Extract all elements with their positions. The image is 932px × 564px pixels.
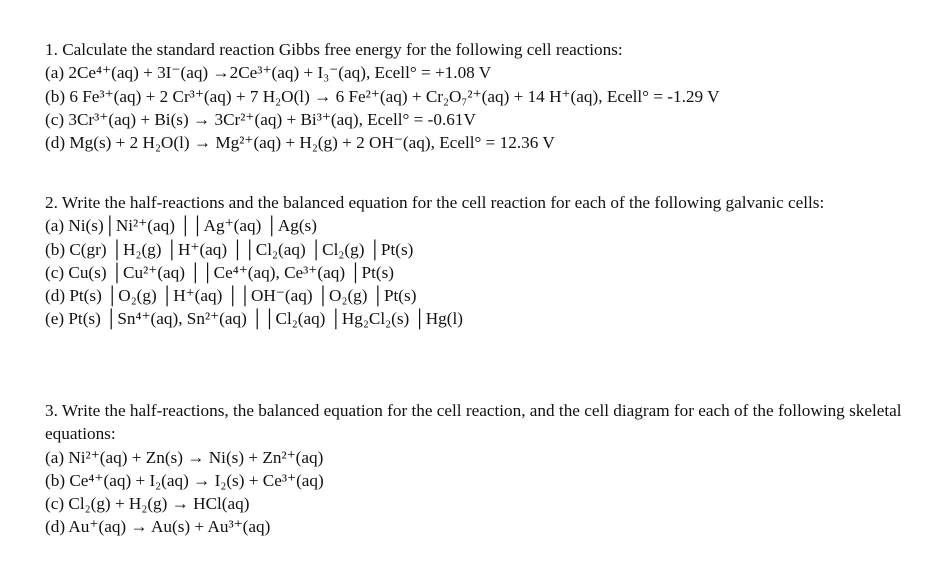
question-2-item-a: (a) Ni(s)│Ni²⁺(aq) ││Ag⁺(aq) │Ag(s) bbox=[45, 216, 317, 236]
question-3-item-c: (c) Cl₂(g) + H₂(g) → HCl(aq) bbox=[45, 494, 250, 514]
question-1-item-a: (a) 2Ce⁴⁺(aq) + 3I⁻(aq) →2Ce³⁺(aq) + I₃⁻(aq), Ecell° = +1.08 V bbox=[45, 63, 492, 83]
question-1-item-c: (c) 3Cr³⁺(aq) + Bi(s) → 3Cr²⁺(aq) + Bi³⁺(aq), Ecell° = -0.61V bbox=[45, 109, 476, 129]
question-3-heading: 3. Write the half-reactions, the balanced equation for the cell reaction, and the cell diagram for each of the following skeletal equations: bbox=[45, 401, 902, 444]
question-1-item-d: (d) Mg(s) + 2 H₂O(l) → Mg²⁺(aq) + H₂(g) + 2 OH⁻(aq), Ecell° = 12.36 V bbox=[45, 133, 555, 153]
question-1-item-b: (b) 6 Fe³⁺(aq) + 2 Cr³⁺(aq) + 7 H₂O(l) → 6 Fe²⁺(aq) + Cr₂O₇²⁺(aq) + 14 H⁺(aq), Ecell° = -1.29 V bbox=[45, 86, 720, 106]
question-2-item-c: (c) Cu(s) │Cu²⁺(aq) ││Ce⁴⁺(aq), Ce³⁺(aq) │Pt(s) bbox=[45, 262, 394, 282]
question-1-heading: 1. Calculate the standard reaction Gibbs free energy for the following cell reactions: bbox=[45, 40, 623, 59]
question-2-item-e: (e) Pt(s) │Sn⁴⁺(aq), Sn²⁺(aq) ││Cl₂(aq) │Hg₂Cl₂(s) │Hg(l) bbox=[45, 309, 463, 329]
question-3-item-d: (d) Au⁺(aq) → Au(s) + Au³⁺(aq) bbox=[45, 517, 271, 537]
question-1 bbox=[45, 38, 905, 154]
question-2 bbox=[45, 191, 905, 331]
question-3 bbox=[45, 399, 905, 539]
question-3-item-b: (b) Ce⁴⁺(aq) + I₂(aq) → I₂(s) + Ce³⁺(aq) bbox=[45, 470, 324, 490]
question-2-item-d: (d) Pt(s) │O₂(g) │H⁺(aq) ││OH⁻(aq) │O₂(g) │Pt(s) bbox=[45, 286, 417, 306]
question-2-heading: 2. Write the half-reactions and the balanced equation for the cell reaction for each of the following galvanic cells: bbox=[45, 193, 825, 212]
question-2-item-b: (b) C(gr) │H₂(g) │H⁺(aq) ││Cl₂(aq) │Cl₂(g) │Pt(s) bbox=[45, 239, 414, 259]
question-3-item-a: (a) Ni²⁺(aq) + Zn(s) → Ni(s) + Zn²⁺(aq) bbox=[45, 447, 324, 467]
